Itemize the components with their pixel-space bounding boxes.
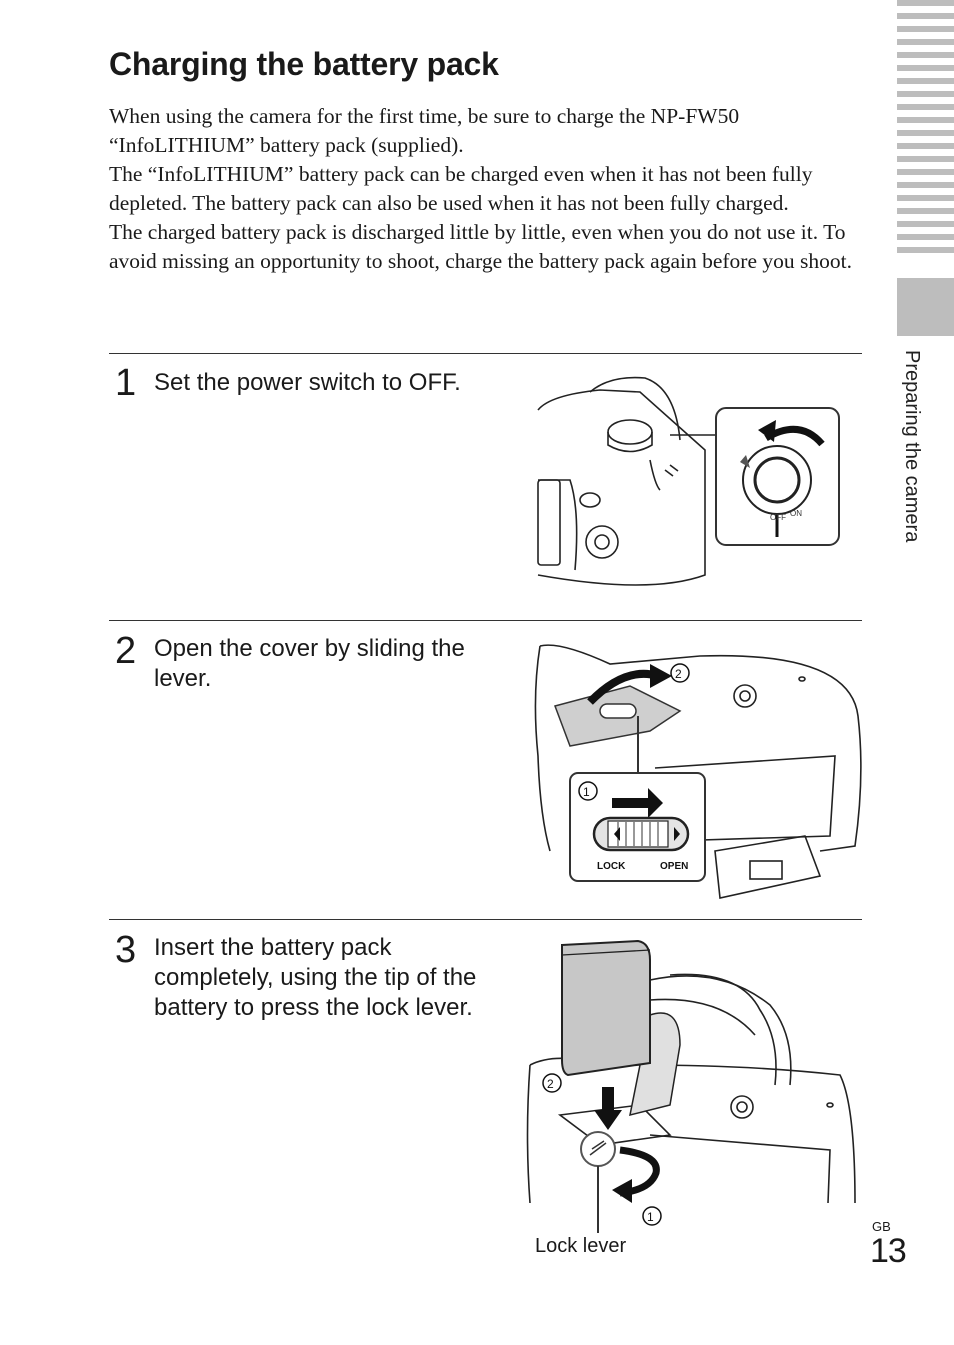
current-section-marker <box>897 278 954 336</box>
step-number: 3 <box>115 929 137 971</box>
callout-2: 2 <box>675 667 682 681</box>
step-number: 1 <box>115 362 137 404</box>
intro-paragraph: The charged battery pack is discharged little by little, even when you do not use it. To avoid missing an opportunity to shoot, charge the battery pack again before you shoot. <box>109 220 852 273</box>
region-code: GB <box>872 1219 891 1234</box>
step-text: Insert the battery pack completely, using the tip of the battery to press the lock lever. <box>154 934 477 1021</box>
callout-2: 2 <box>547 1077 554 1091</box>
lever-lock-label: LOCK <box>597 861 626 872</box>
battery-insert-illustration <box>520 935 860 1235</box>
callout-1: 1 <box>647 1210 654 1224</box>
callout-1: 1 <box>583 785 590 799</box>
page-number: 13 <box>870 1232 906 1270</box>
intro-paragraph: When using the camera for the first time, be sure to charge the NP-FW50 “InfoLITHIUM” battery pack (supplied). <box>109 104 740 157</box>
step-text: Open the cover by sliding the lever. <box>154 635 465 692</box>
section-label: Preparing the camera <box>901 350 923 543</box>
edge-index-tab <box>897 0 954 260</box>
lock-lever-label: Lock lever <box>535 1235 627 1257</box>
power-switch-illustration <box>530 370 850 600</box>
intro-paragraph: The “InfoLITHIUM” battery pack can be charged even when it has not been fully depleted. The battery pack can also be used when it has not been fully charged. <box>109 162 813 215</box>
step-divider <box>109 620 862 621</box>
lever-open-label: OPEN <box>660 861 689 872</box>
step-number: 2 <box>115 630 137 672</box>
page-title: Charging the battery pack <box>109 46 499 82</box>
step-text: Set the power switch to OFF. <box>154 369 461 396</box>
battery-cover-illustration <box>530 636 865 906</box>
step-divider <box>109 353 862 354</box>
step-divider <box>109 919 862 920</box>
intro-text <box>109 102 869 276</box>
switch-on-label: ON <box>790 509 802 518</box>
switch-off-label: OFF <box>770 513 786 522</box>
